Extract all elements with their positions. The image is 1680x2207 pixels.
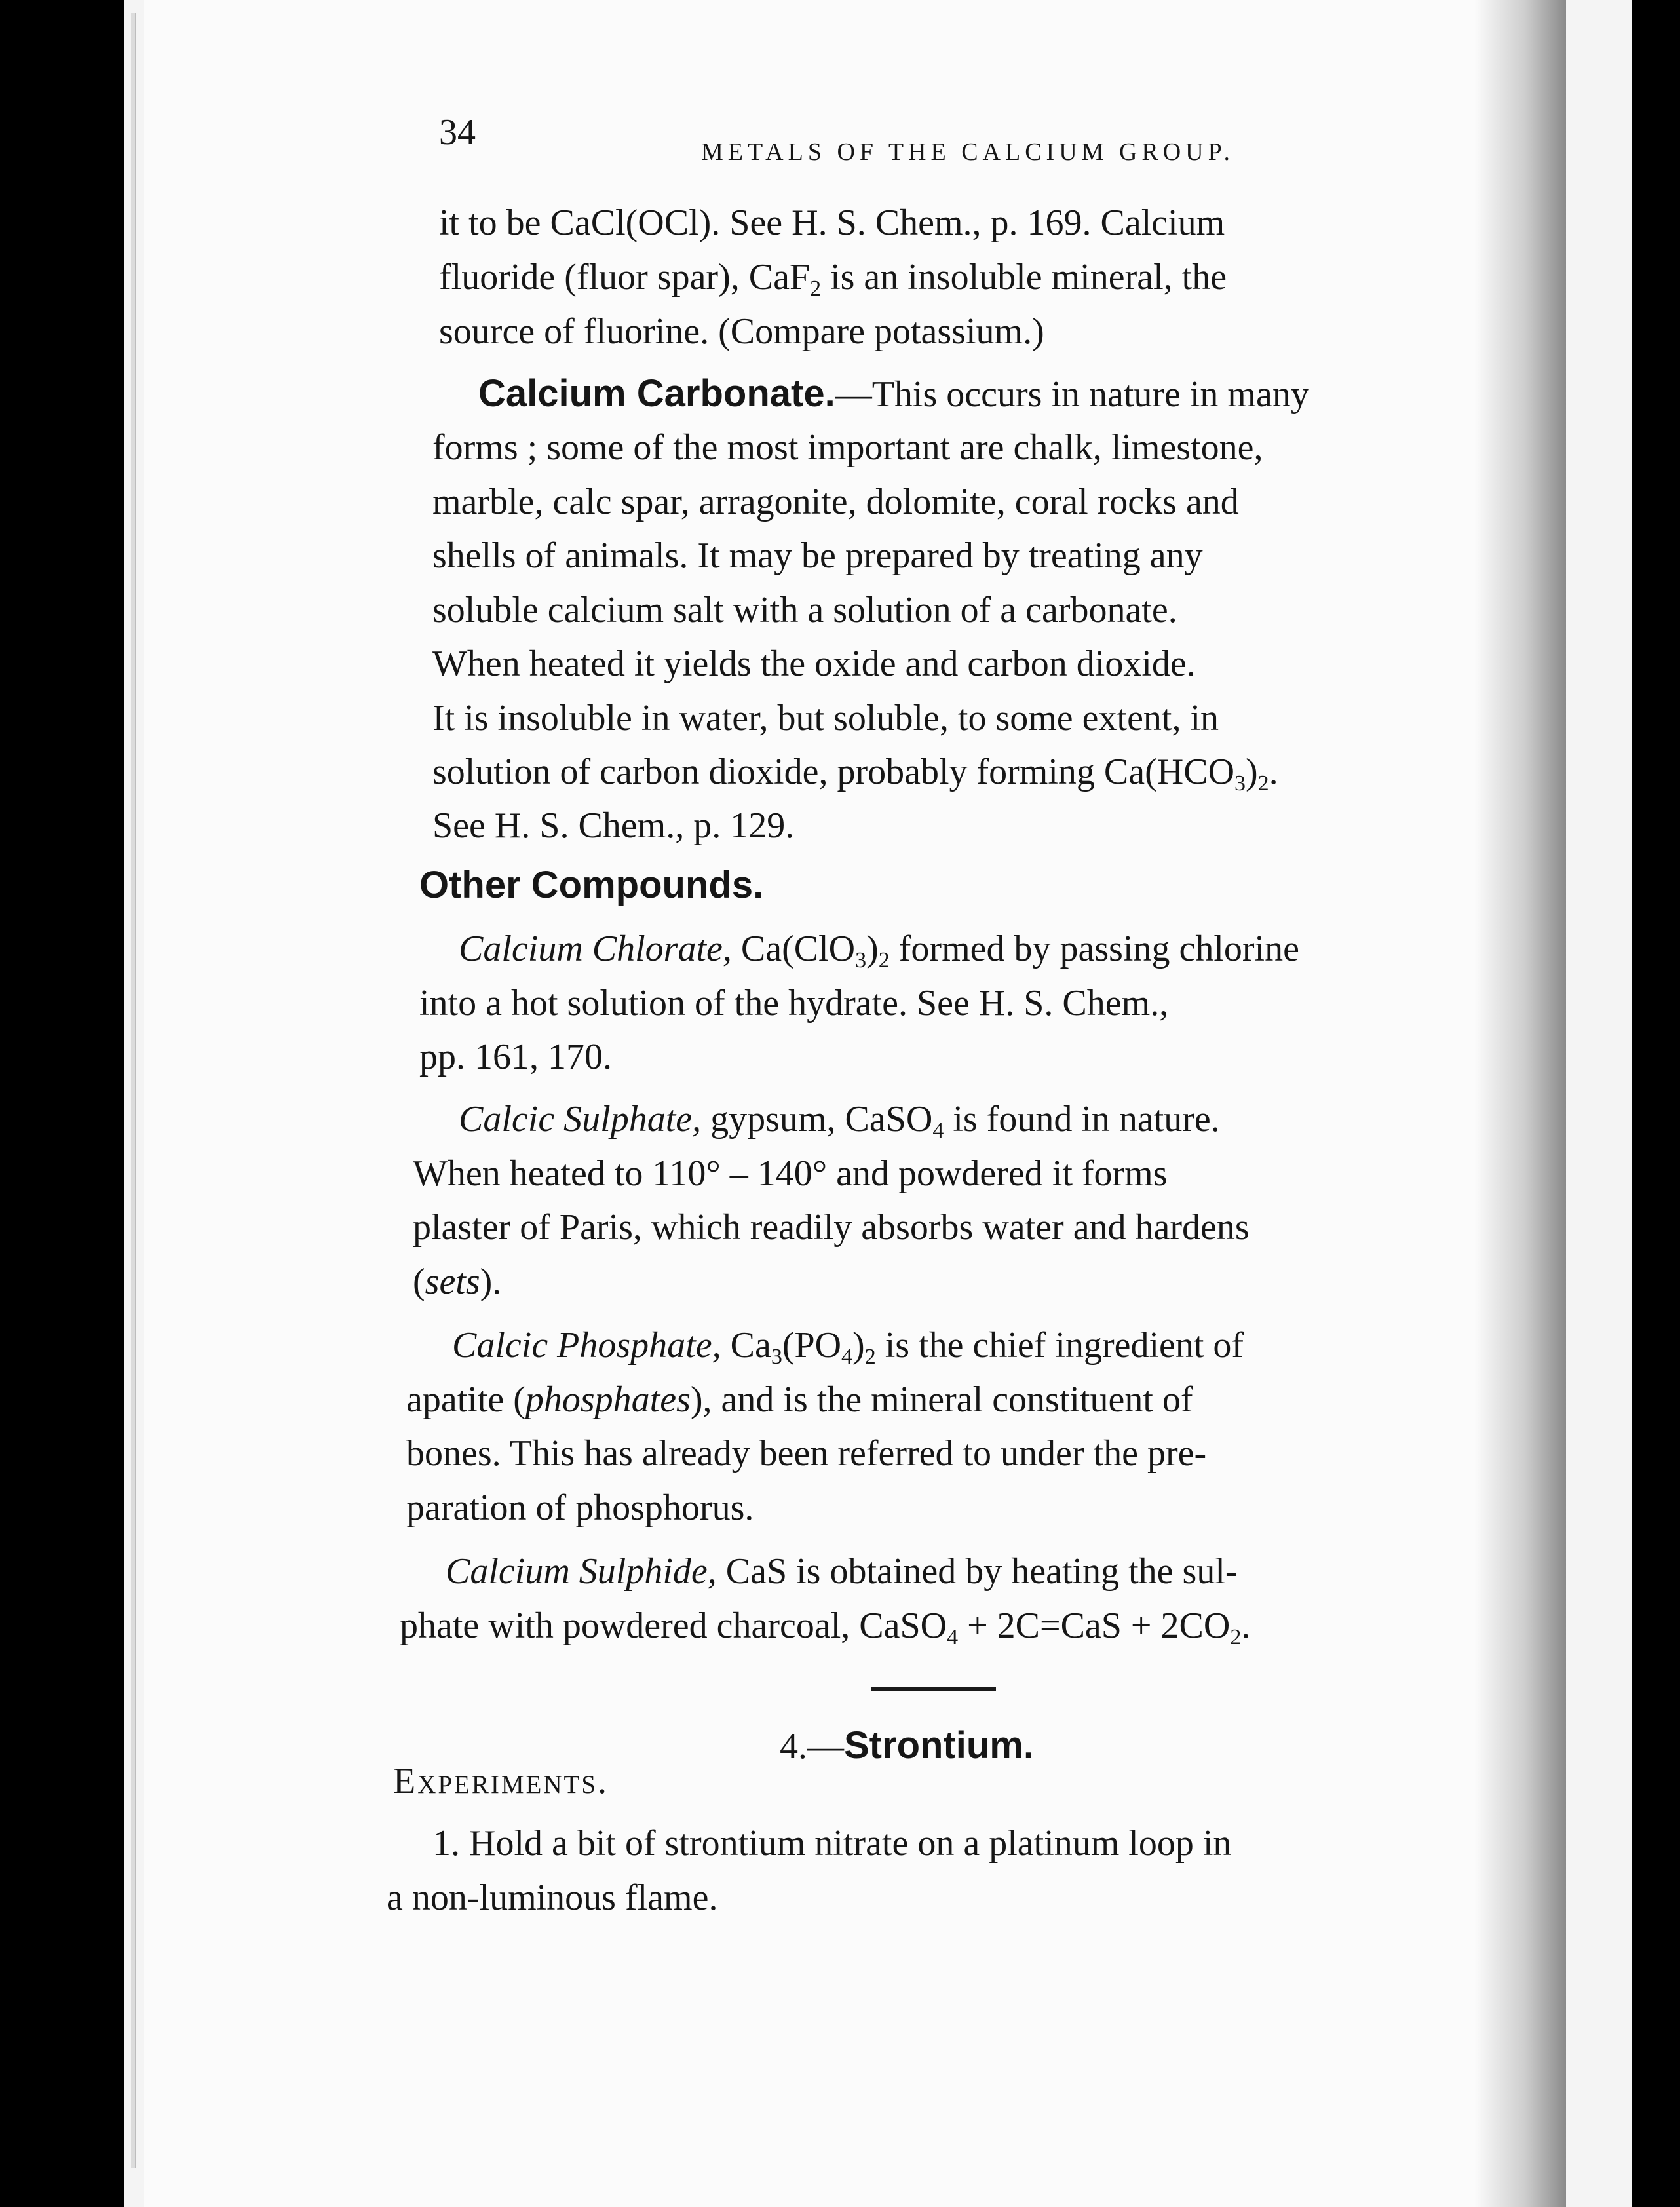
text-line: phate with powdered charcoal, CaSO$_4$ + $2C=CaS + 2CO_2$.	[400, 1605, 1251, 1649]
text-line: plaster of Paris, which readily absorbs water and hardens	[413, 1207, 1250, 1248]
strontium-heading: Strontium.	[844, 1724, 1034, 1767]
page-number: 34	[439, 112, 476, 153]
text-line: pp. 161, 170.	[419, 1037, 612, 1077]
page-edge	[131, 13, 136, 2168]
text-line: See H. S. Chem., p. 129.	[432, 805, 795, 846]
text-line: 1. Hold a bit of strontium nitrate on a platinum loop in	[432, 1823, 1232, 1864]
text-line: Calcic Phosphate, $Ca_3(PO_4)_2$ is the chief ingredient of	[452, 1325, 1244, 1369]
experiments-label: Experiments.	[393, 1761, 609, 1801]
book-page	[144, 0, 1566, 2207]
text-line: When heated to 110° – 140° and powdered it forms	[413, 1153, 1168, 1194]
text-line: When heated it yields the oxide and carbon dioxide.	[432, 643, 1196, 684]
text-line: source of fluorine. (Compare potassium.)	[439, 311, 1044, 352]
text-line: It is insoluble in water, but soluble, to some extent, in	[432, 698, 1219, 739]
running-head: METALS OF THE CALCIUM GROUP.	[701, 138, 1235, 166]
text-line: (sets).	[413, 1261, 502, 1302]
text-line: Calcium Sulphide, CaS is obtained by heating the sul-	[446, 1551, 1238, 1592]
text-line: marble, calc spar, arragonite, dolomite, coral rocks and	[432, 482, 1239, 522]
page-text	[144, 0, 1566, 2207]
text-line: soluble calcium salt with a solution of a carbonate.	[432, 590, 1177, 630]
text-line: Calcic Sulphate, gypsum, CaSO$_4$ is found in nature.	[459, 1099, 1220, 1143]
text-line: solution of carbon dioxide, probably forming $Ca(HCO_3)_2$.	[432, 752, 1278, 796]
text-line: forms ; some of the most important are chalk, limestone,	[432, 427, 1263, 468]
text-line: Calcium Chlorate, $Ca(ClO_3)_2$ formed by passing chlorine	[459, 929, 1299, 972]
section-heading: 4.—Strontium.	[780, 1724, 1034, 1767]
text-line: apatite (phosphates), and is the mineral constituent of	[406, 1379, 1193, 1420]
text-line: fluoride (fluor spar), CaF$_2$ is an insoluble mineral, the	[439, 257, 1227, 301]
text-line: it to be CaCl(OCl). See H. S. Chem., p. 169. Calcium	[439, 202, 1225, 243]
text-line: a non-luminous flame.	[387, 1877, 718, 1918]
section-divider	[871, 1687, 996, 1691]
other-compounds-heading: Other Compounds.	[419, 864, 764, 906]
text-line: into a hot solution of the hydrate. See H. S. Chem.,	[419, 983, 1169, 1024]
text-line: Calcium Carbonate.—This occurs in nature in many	[478, 372, 1309, 415]
text-line: shells of animals. It may be prepared by treating any	[432, 535, 1203, 576]
text-line: paration of phosphorus.	[406, 1487, 754, 1528]
text-line: bones. This has already been referred to under the pre-	[406, 1433, 1207, 1474]
calcium-carbonate-heading: Calcium Carbonate.	[478, 372, 835, 415]
